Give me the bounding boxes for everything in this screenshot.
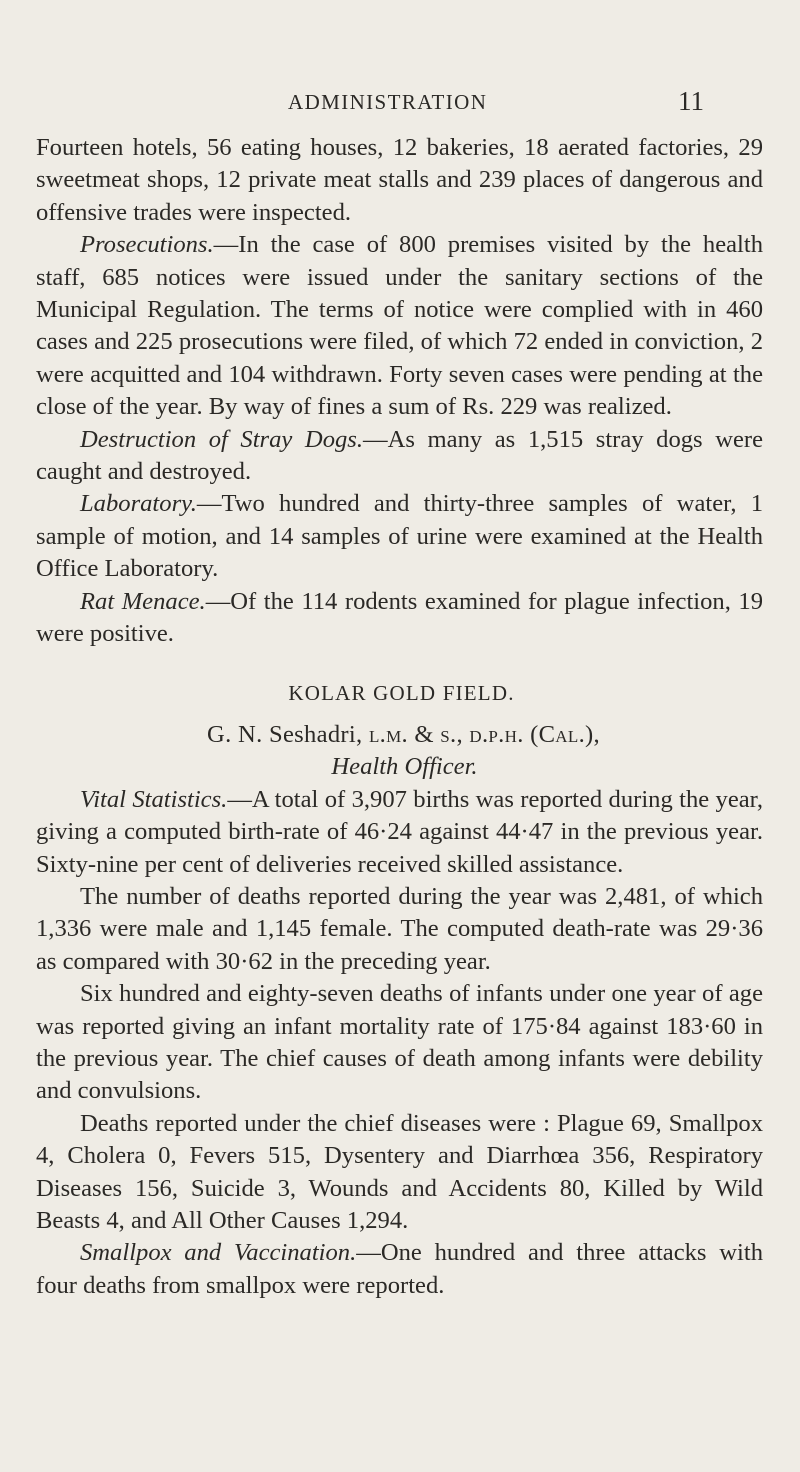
paragraph-inspections-text: Fourteen hotels, 56 eating houses, 12 bakeries, 18 aerated factories, 29 sweetmeat shops, 12 private meat stalls and 239 places of dangerous and offensive trades were inspected. (36, 134, 763, 226)
rat-menace-text: —Of the 114 rodents examined for plague infection, 19 were positive. (36, 587, 763, 648)
paragraph-smallpox (36, 1237, 763, 1302)
section-heading: KOLAR GOLD FIELD. (288, 680, 515, 705)
officer-name: G. N. Seshadri, (207, 720, 363, 748)
paragraph-prosecutions (36, 229, 763, 423)
paragraph-inspections (36, 132, 763, 229)
vital-statistics-title: Vital Statistics. (80, 785, 228, 813)
paragraph-rat-menace (36, 586, 763, 651)
paragraph-deaths-text: The number of deaths reported during the year was 2,481, of which 1,336 were male and 1,145 female. The computed death-rate was 29·36 as compared with 30·62 in the preceding year. (36, 882, 763, 975)
laboratory-title: Laboratory. (80, 490, 197, 518)
stray-dogs-title: Destruction of Stray Dogs. (80, 425, 364, 453)
prosecutions-title: Prosecutions. (80, 231, 214, 259)
stray-dogs-text: —As many as 1,515 stray dogs were caught and destroyed. (36, 425, 763, 486)
vital-statistics-text: —A total of 3,907 births was reported during the year, giving a computed birth-rate of 46·24 against 44·47 in the previous year. Sixty-nine per cent of deliveries received skilled assistance. (36, 785, 764, 878)
officer-university: (Cal.), (530, 720, 600, 748)
running-title: ADMINISTRATION (288, 90, 488, 114)
officer-credit (36, 719, 763, 751)
rat-menace-title: Rat Menace. (80, 587, 206, 615)
paragraph-deaths (36, 881, 763, 978)
officer-title: Health Officer. (331, 753, 478, 781)
paragraph-infant-deaths-text: Six hundred and eighty-seven deaths of infants under one year of age was reported giving an infant mortality rate of 175·84 against 183·60 in the previous year. The chief causes of death among infants were debility and convulsions. (36, 980, 763, 1105)
prosecutions-text: —In the case of 800 premises visited by the health staff, 685 notices were issued under the sanitary sections of the Municipal Regulation. The terms of notice were complied with in 460 cases and 225 prosecutions were filed, of which 72 ended in conviction, 2 were acquitted and 104 withdrawn. Forty seven cases were pending at the close of the year. By way of fines a sum of Rs. 229 was realized. (36, 231, 763, 421)
smallpox-title: Smallpox and Vaccination. (80, 1239, 357, 1267)
paragraph-vital-statistics (36, 784, 763, 881)
laboratory-text: —Two hundred and thirty-three samples of water, 1 sample of motion, and 14 samples of urine were examined at the Health Office Laboratory. (36, 490, 763, 583)
paragraph-stray-dogs (36, 424, 763, 489)
body-text (36, 132, 763, 1302)
running-head (0, 86, 800, 120)
paragraph-chief-diseases-text: Deaths reported under the chief diseases were : Plague 69, Smallpox 4, Cholera 0, Fevers 515, Dysentery and Diarrhœa 356, Respiratory Diseases 156, Suicide 3, Wounds and Accidents 80, Killed by Wild Beasts 4, and All Other Causes 1,294. (36, 1109, 763, 1234)
paragraph-infant-deaths (36, 978, 763, 1108)
page-number: 11 (678, 86, 704, 116)
smallpox-text: —One hundred and three attacks with four deaths from smallpox were reported. (36, 1239, 763, 1299)
officer-qualifications: l.m. & s., d.p.h. (368, 720, 524, 748)
paragraph-laboratory (36, 488, 763, 585)
paragraph-chief-diseases (36, 1108, 763, 1238)
